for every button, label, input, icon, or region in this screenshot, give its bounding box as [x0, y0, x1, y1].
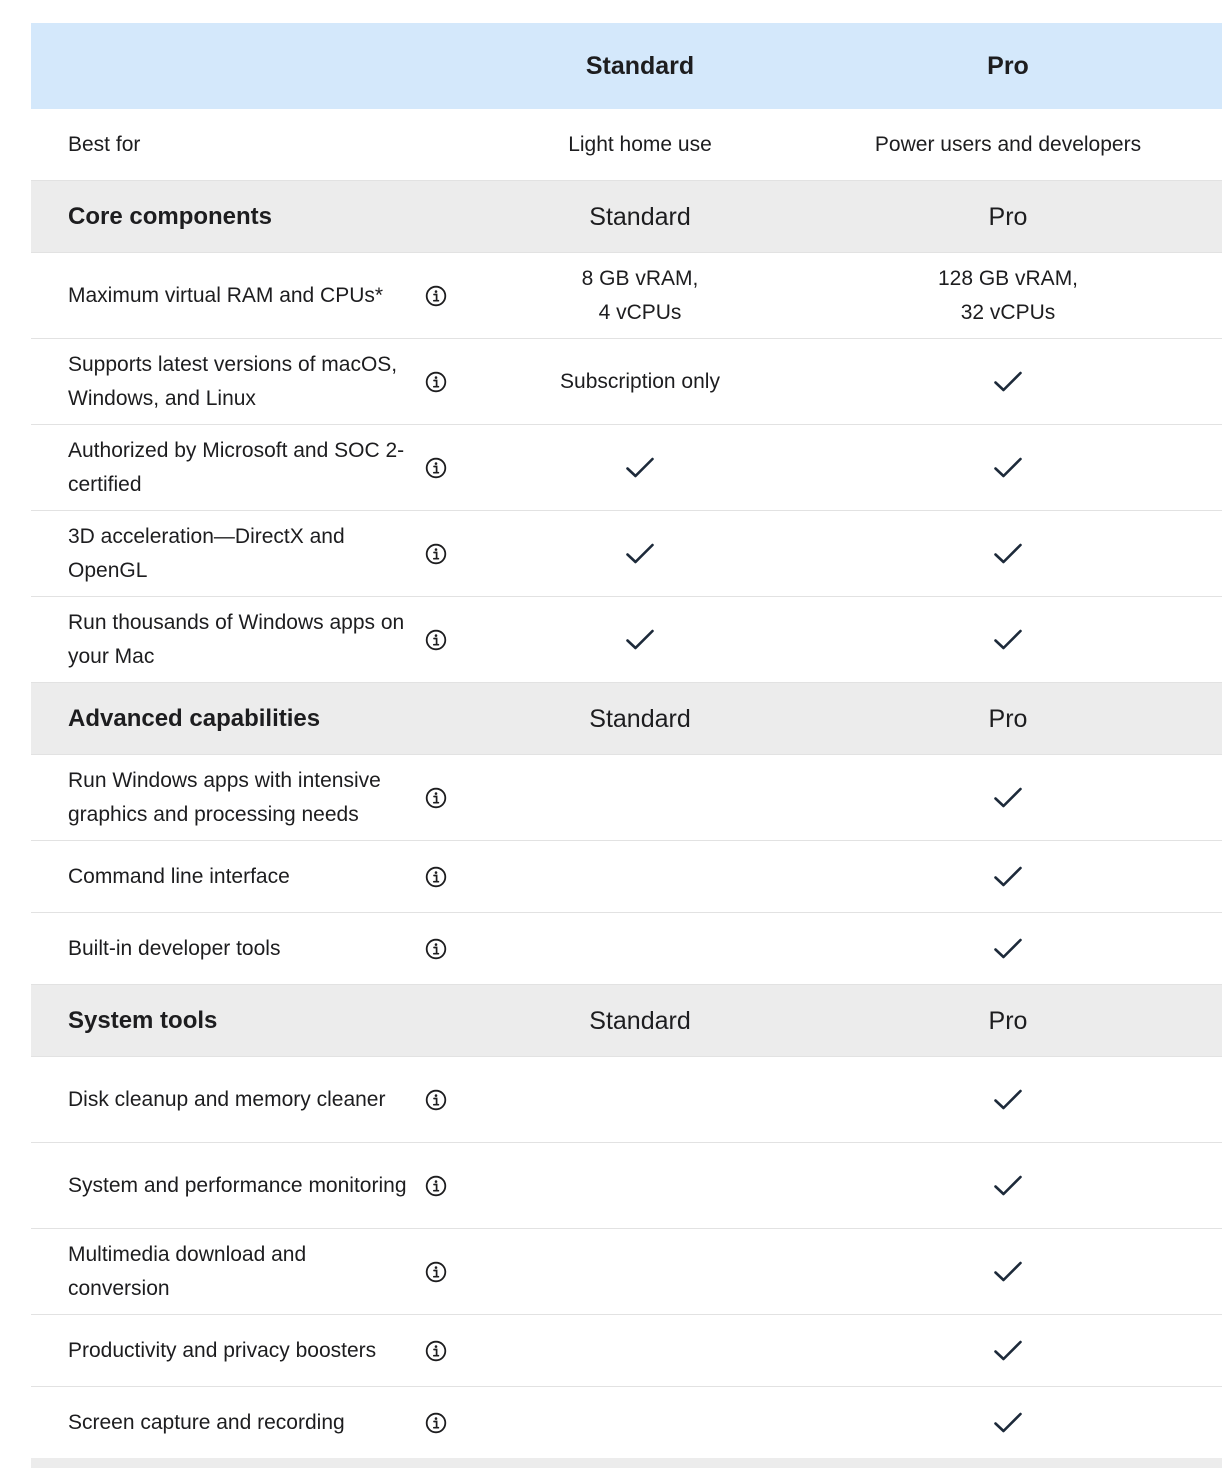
table-row [31, 253, 1222, 339]
best-for-pro: Power users and developers [874, 132, 1142, 156]
checkmark-icon [819, 786, 1197, 810]
next-section-strip [31, 1458, 1222, 1468]
table-row [31, 1387, 1222, 1459]
header-pro: Pro [987, 52, 1029, 80]
checkmark-icon [461, 542, 819, 566]
checkmark-icon [819, 937, 1197, 961]
table-row [31, 755, 1222, 841]
row-label: Run thousands of Windows apps on your Mac [68, 610, 405, 668]
section-header-core [31, 181, 1222, 253]
row-label: Disk cleanup and memory cleaner [68, 1087, 386, 1111]
table-row [31, 597, 1222, 683]
standard-value: Subscription only [560, 369, 720, 393]
checkmark-icon [819, 865, 1197, 889]
section-title: System tools [68, 1006, 218, 1034]
best-for-row [31, 109, 1222, 181]
checkmark-icon [819, 1339, 1197, 1363]
row-label: 3D acceleration—DirectX and OpenGL [68, 524, 345, 582]
checkmark-icon [819, 1260, 1197, 1284]
row-label: Productivity and privacy boosters [68, 1338, 377, 1362]
info-circle-icon[interactable] [411, 1261, 461, 1283]
checkmark-icon [461, 628, 819, 652]
header-standard: Standard [585, 52, 695, 80]
info-circle-icon[interactable] [411, 1412, 461, 1434]
row-label: Screen capture and recording [68, 1410, 345, 1434]
checkmark-icon [819, 1411, 1197, 1435]
section-standard: Standard [589, 202, 691, 231]
comparison-table [31, 23, 1222, 1459]
table-row [31, 511, 1222, 597]
row-label: Multimedia download and conversion [68, 1242, 307, 1300]
standard-value-line1: 8 GB vRAM, [581, 266, 699, 290]
info-circle-icon[interactable] [411, 1089, 461, 1111]
best-for-standard: Light home use [568, 132, 712, 156]
table-row [31, 425, 1222, 511]
table-row [31, 1229, 1222, 1315]
standard-value-line2: 4 vCPUs [598, 300, 682, 324]
section-standard: Standard [589, 1006, 691, 1035]
info-circle-icon[interactable] [411, 543, 461, 565]
section-header-system [31, 985, 1222, 1057]
table-row [31, 1143, 1222, 1229]
table-row [31, 913, 1222, 985]
table-row [31, 1057, 1222, 1143]
row-label: Authorized by Microsoft and SOC 2-certified [68, 438, 405, 496]
info-circle-icon[interactable] [411, 938, 461, 960]
pro-value-line1: 128 GB vRAM, [937, 266, 1079, 290]
section-pro: Pro [988, 704, 1028, 733]
checkmark-icon [819, 628, 1197, 652]
info-circle-icon[interactable] [411, 1175, 461, 1197]
row-label: Run Windows apps with intensive graphics and processing needs [68, 768, 381, 826]
info-circle-icon[interactable] [411, 629, 461, 651]
checkmark-icon [819, 456, 1197, 480]
checkmark-icon [819, 1174, 1197, 1198]
pro-value-line2: 32 vCPUs [960, 300, 1056, 324]
table-row [31, 339, 1222, 425]
section-title: Advanced capabilities [68, 704, 321, 732]
section-header-advanced [31, 683, 1222, 755]
section-pro: Pro [988, 202, 1028, 231]
checkmark-icon [819, 1088, 1197, 1112]
row-label: Supports latest versions of macOS, Windows, and Linux [68, 352, 398, 410]
checkmark-icon [461, 456, 819, 480]
info-circle-icon[interactable] [411, 457, 461, 479]
row-label: System and performance monitoring [68, 1173, 407, 1197]
row-label: Best for [68, 132, 141, 156]
info-circle-icon[interactable] [411, 787, 461, 809]
table-header [31, 23, 1222, 109]
table-row [31, 841, 1222, 913]
checkmark-icon [819, 542, 1197, 566]
section-standard: Standard [589, 704, 691, 733]
row-label: Maximum virtual RAM and CPUs* [68, 283, 384, 307]
info-circle-icon[interactable] [411, 866, 461, 888]
checkmark-icon [819, 370, 1197, 394]
section-title: Core components [68, 202, 273, 230]
info-circle-icon[interactable] [411, 1340, 461, 1362]
section-pro: Pro [988, 1006, 1028, 1035]
row-label: Built-in developer tools [68, 936, 281, 960]
info-circle-icon[interactable] [411, 371, 461, 393]
row-label: Command line interface [68, 864, 290, 888]
table-row [31, 1315, 1222, 1387]
info-circle-icon[interactable] [411, 285, 461, 307]
